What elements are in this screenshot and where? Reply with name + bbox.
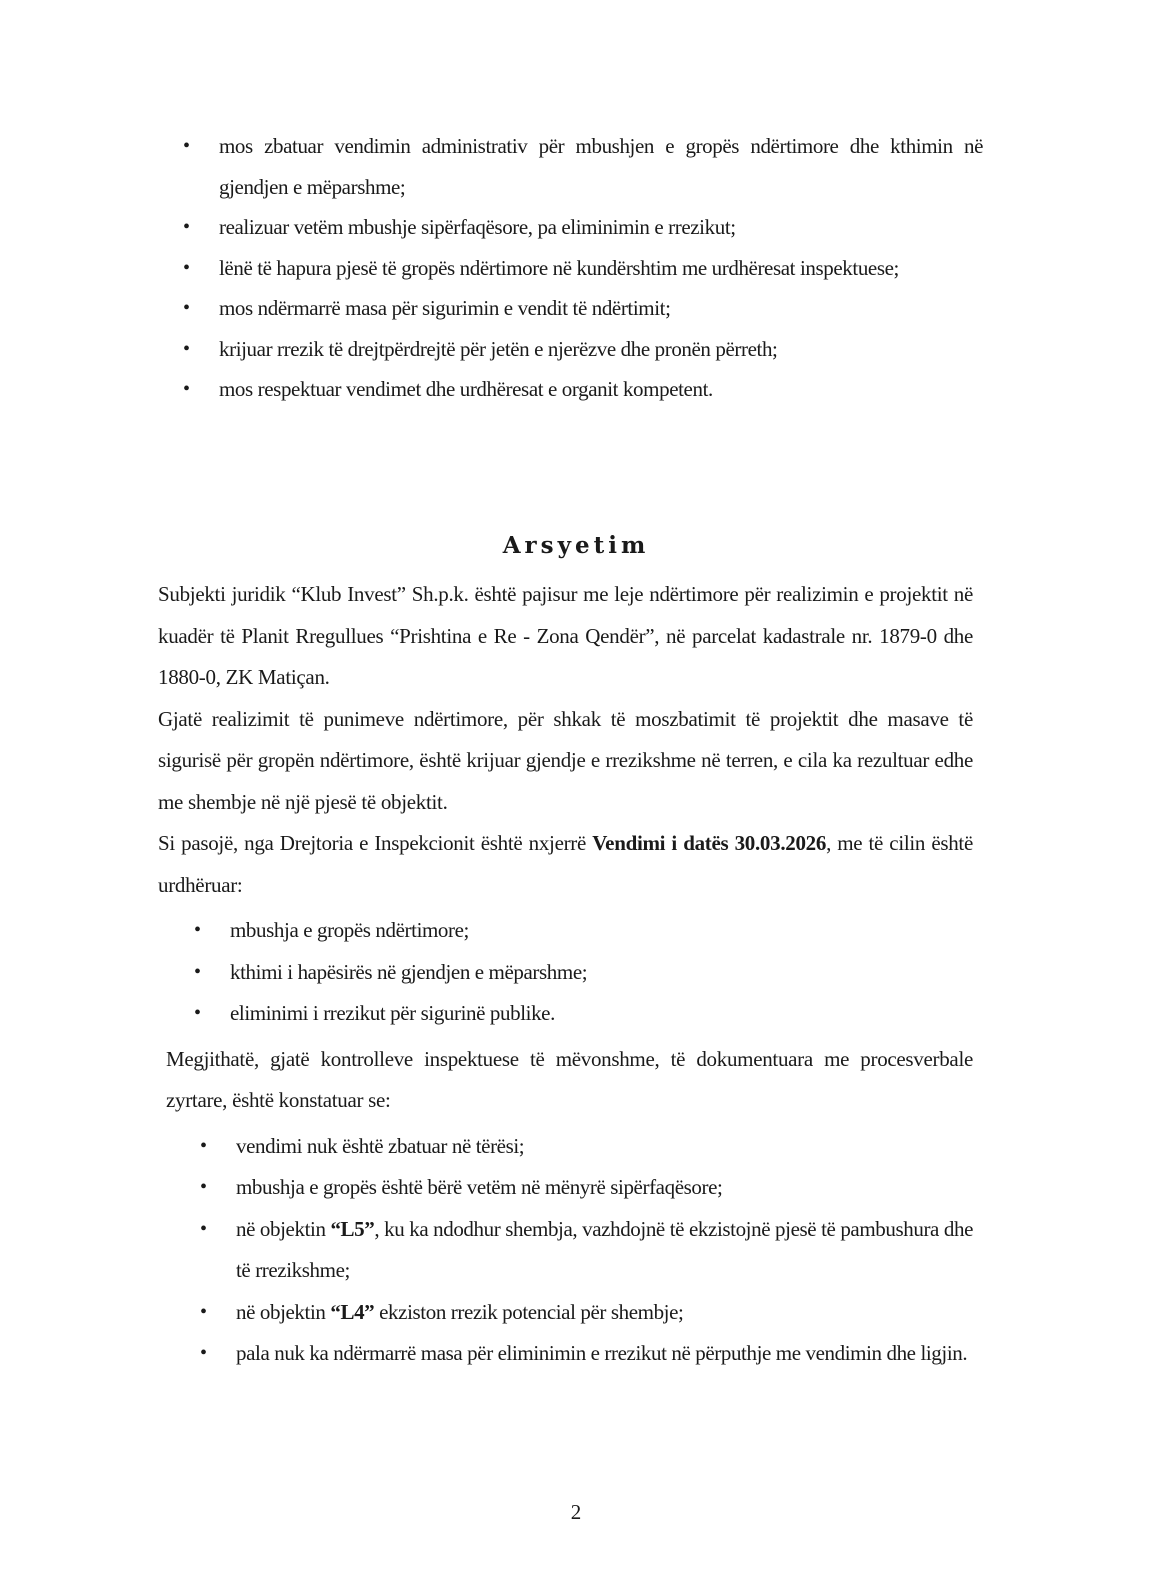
list-item: • në objektin “L5”, ku ka ndodhur shembja, vazhdojnë të ekzistojnë pjesë të pambushura dhe të rrezikshme; xyxy=(200,1209,973,1292)
ordered-measures-list xyxy=(158,910,973,1035)
bullet-icon: • xyxy=(183,135,190,157)
bullet-icon: • xyxy=(194,1002,201,1024)
bullet-icon: • xyxy=(200,1176,207,1198)
list-item: • eliminimi i rrezikut për sigurinë publike. xyxy=(194,993,973,1035)
bullet-icon: • xyxy=(194,960,201,983)
list-item: • kthimi i hapësirës në gjendjen e mëparshme; xyxy=(194,952,973,994)
paragraph-hazard: Gjatë realizimit të punimeve ndërtimore, për shkak të moszbatimit të projektit dhe masave të sigurisë për gropën ndërtimore, është krijuar gjendje e rrezikshme në terren, e cila ka rezultuar edhe me shembje në një pjesë të objektit. xyxy=(158,706,973,814)
bullet-icon: • xyxy=(194,919,201,941)
decision-reference: Vendimi i datës 30.03.2026 xyxy=(592,831,827,855)
list-item: • në objektin “L4” ekziston rrezik potencial për shembje; xyxy=(200,1292,973,1334)
bullet-icon: • xyxy=(200,1217,207,1240)
bullet-icon: • xyxy=(200,1300,207,1323)
list-item: • krijuar rrezik të drejtpërdrejtë për jetën e njerëzve dhe pronën përreth; xyxy=(183,329,983,370)
paragraph-findings-intro: Megjithatë, gjatë kontrolleve inspektuese të mëvonshme, të dokumentuara me procesverbale zyrtare, është konstatuar se: xyxy=(166,1046,973,1112)
list-item: • mbushja e gropës është bërë vetëm në mënyrë sipërfaqësore; xyxy=(200,1167,973,1209)
bullet-icon: • xyxy=(183,256,190,279)
paragraph-decision: Si pasojë, nga Drejtoria e Inspekcionit është nxjerrë Vendimi i datës 30.03.2026, me të cilin është urdhëruar: xyxy=(158,831,973,897)
findings-list xyxy=(158,1126,973,1375)
list-item: • mos respektuar vendimet dhe urdhëresat e organit kompetent. xyxy=(183,369,983,410)
paragraph-permit: Subjekti juridik “Klub Invest” Sh.p.k. është pajisur me leje ndërtimore për realizimin e projektit në kuadër të Planit Rregullues “Prishtina e Re - Zona Qendër”, në parcelat kadastrale nr. 1879-0 dhe 1880-0, ZK Matiçan. xyxy=(158,582,973,689)
bullet-icon: • xyxy=(200,1134,207,1157)
bullet-icon: • xyxy=(200,1342,207,1364)
bullet-icon: • xyxy=(183,378,190,400)
list-item: • lënë të hapura pjesë të gropës ndërtimore në kundërshtim me urdhëresat inspektuese; xyxy=(183,248,983,289)
violations-list xyxy=(183,126,983,410)
bullet-icon: • xyxy=(183,216,190,238)
bullet-icon: • xyxy=(183,297,190,319)
list-item: • mos ndërmarrë masa për sigurimin e vendit të ndërtimit; xyxy=(183,288,983,329)
page-number: 2 xyxy=(570,1500,582,1524)
section-heading: Arsyetim xyxy=(502,532,650,559)
list-item: • realizuar vetëm mbushje sipërfaqësore, pa eliminimin e rrezikut; xyxy=(183,207,983,248)
list-item: • mos zbatuar vendimin administrativ për mbushjen e gropës ndërtimore dhe kthimin në gjendjen e mëparshme; xyxy=(183,126,983,207)
reasoning-body xyxy=(158,574,973,1375)
list-item: • pala nuk ka ndërmarrë masa për eliminimin e rrezikut në përputhje me vendimin dhe ligjin. xyxy=(200,1333,973,1375)
list-item: • mbushja e gropës ndërtimore; xyxy=(194,910,973,952)
list-item: • vendimi nuk është zbatuar në tërësi; xyxy=(200,1126,973,1168)
bullet-icon: • xyxy=(183,337,190,360)
